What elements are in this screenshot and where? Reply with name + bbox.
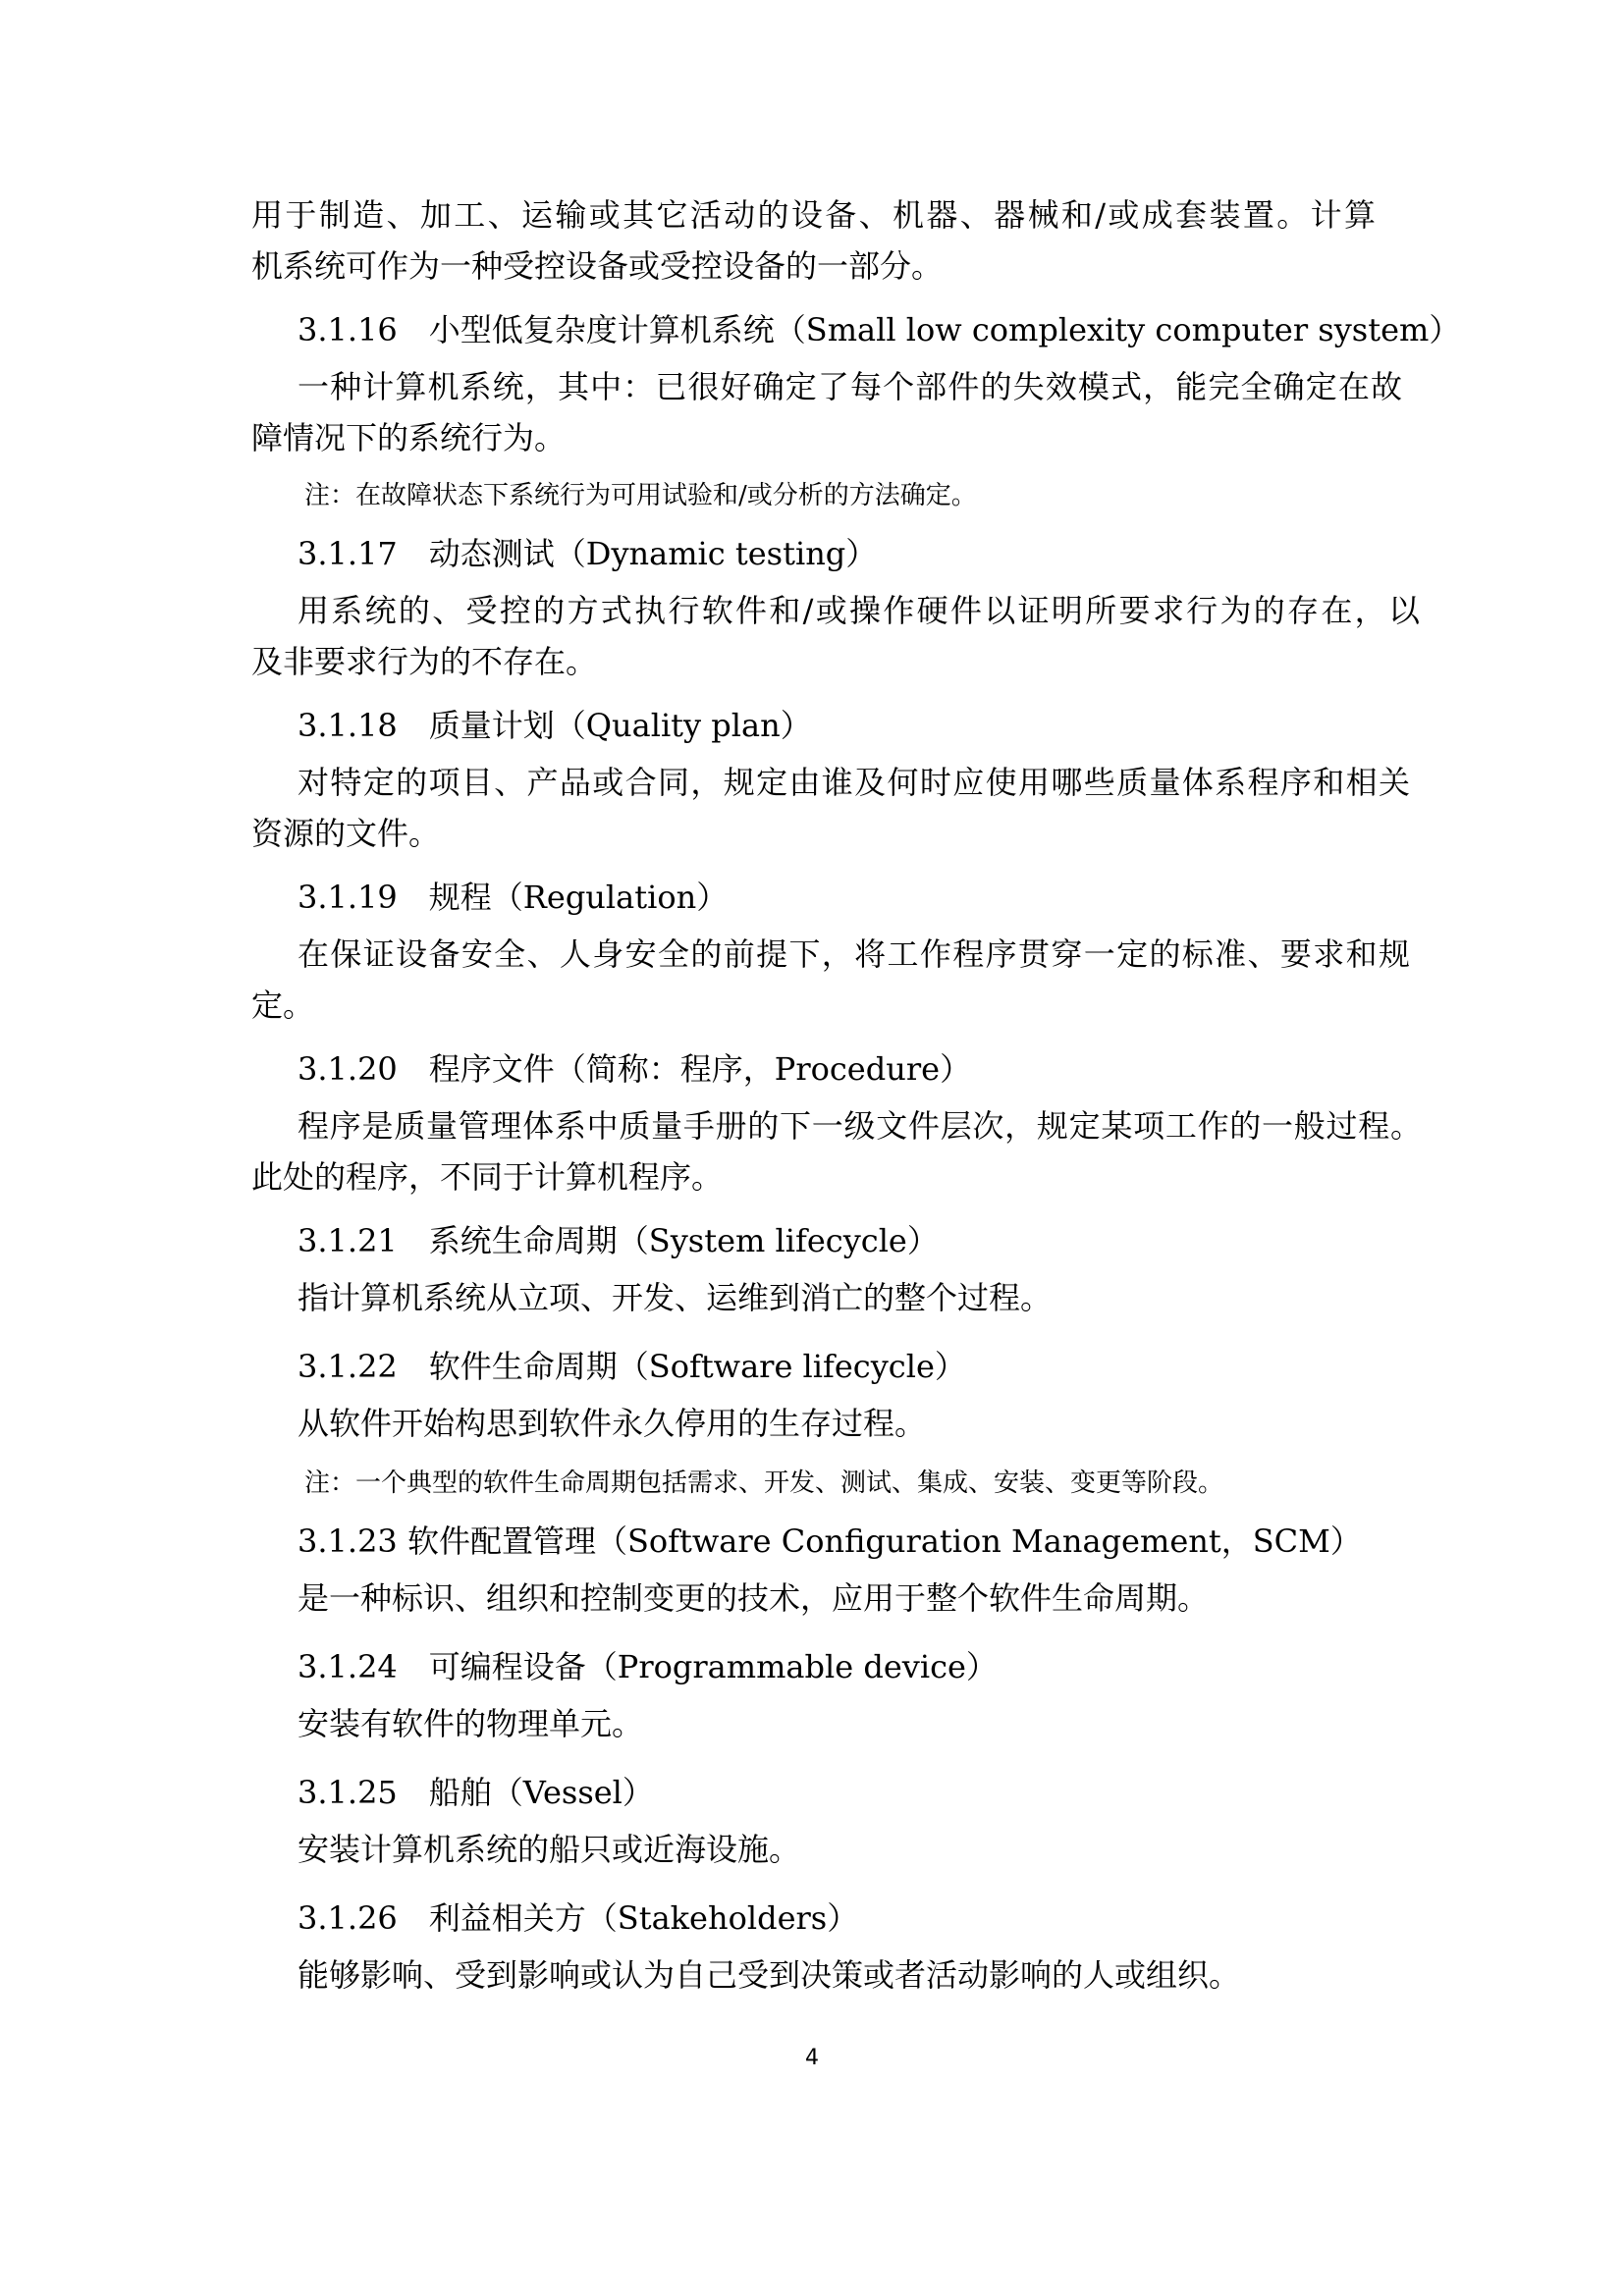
section-heading-3-1-21: 3.1.21 系统生命周期（System lifecycle） (298, 1222, 939, 1259)
section-heading-3-1-16: 3.1.16 小型低复杂度计算机系统（Small low complexity computer system） (298, 311, 1461, 348)
page-number: 4 (805, 2046, 819, 2070)
body-line: 是一种标识、组织和控制变更的技术，应用于整个软件生命周期。 (298, 1579, 1210, 1617)
body-line: 指计算机系统从立项、开发、运维到消亡的整个过程。 (298, 1279, 1053, 1316)
body-line: 及非要求行为的不存在。 (251, 643, 598, 680)
section-heading-3-1-23: 3.1.23 软件配置管理（Software Configuration Management，SCM） (298, 1522, 1362, 1560)
body-line: 在保证设备安全、人身安全的前提下，将工作程序贯穿一定的标准、要求和规 (298, 935, 1410, 973)
section-heading-3-1-25: 3.1.25 船舶（Vessel） (298, 1774, 654, 1811)
section-heading-3-1-17: 3.1.17 动态测试（Dynamic testing） (298, 535, 878, 572)
section-heading-3-1-24: 3.1.24 可编程设备（Programmable device） (298, 1648, 998, 1685)
section-heading-3-1-19: 3.1.19 规程（Regulation） (298, 879, 729, 916)
note-line: 注：一个典型的软件生命周期包括需求、开发、测试、集成、安装、变更等阶段。 (304, 1468, 1224, 1498)
body-line: 程序是质量管理体系中质量手册的下一级文件层次，规定某项工作的一般过程。 (298, 1107, 1422, 1145)
section-heading-3-1-26: 3.1.26 利益相关方（Stakeholders） (298, 1899, 859, 1937)
section-heading-3-1-20: 3.1.20 程序文件（简称：程序，Procedure） (298, 1050, 972, 1088)
section-heading-3-1-22: 3.1.22 软件生命周期（Software lifecycle） (298, 1348, 966, 1385)
body-line: 用于制造、加工、运输或其它活动的设备、机器、器械和/或成套装置。计算 (251, 196, 1376, 234)
body-line: 安装计算机系统的船只或近海设施。 (298, 1831, 801, 1868)
body-line: 从软件开始构思到软件永久停用的生存过程。 (298, 1405, 927, 1442)
section-heading-3-1-18: 3.1.18 质量计划（Quality plan） (298, 707, 812, 744)
body-line: 障情况下的系统行为。 (251, 419, 567, 456)
body-line: 资源的文件。 (251, 815, 441, 852)
body-line: 此处的程序，不同于计算机程序。 (251, 1158, 724, 1196)
body-line: 一种计算机系统，其中：已很好确定了每个部件的失效模式，能完全确定在故 (298, 368, 1402, 405)
body-line: 对特定的项目、产品或合同，规定由谁及何时应使用哪些质量体系程序和相关 (298, 764, 1410, 801)
note-line: 注：在故障状态下系统行为可用试验和/或分析的方法确定。 (304, 481, 977, 510)
body-line: 机系统可作为一种受控设备或受控设备的一部分。 (251, 247, 944, 285)
body-line: 安装有软件的物理单元。 (298, 1705, 644, 1742)
body-line: 用系统的、受控的方式执行软件和/或操作硬件以证明所要求行为的存在，以 (298, 592, 1420, 629)
body-line: 定。 (251, 987, 315, 1024)
body-line: 能够影响、受到影响或认为自己受到决策或者活动影响的人或组织。 (298, 1956, 1241, 1994)
